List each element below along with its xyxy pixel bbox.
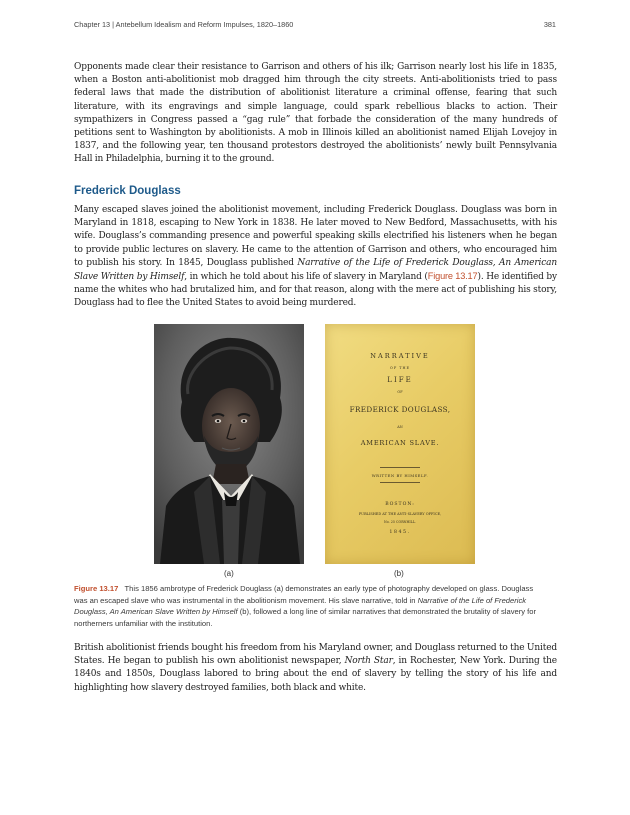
running-header [74, 20, 556, 29]
caption-text-1: This 1856 ambrotype of Frederick Douglass (a) demonstrates an early type of photography developed on glass. Douglass was an escaped slave who was instrumental in the abolitionism movement. His slave narrative, told in [74, 584, 534, 605]
tp-frederick-douglass: FREDERICK DOUGLASS, [349, 405, 451, 414]
tp-of-the: OF THE [390, 366, 410, 370]
closing-paragraph-text-2: , in Rochester, New York. During the 1840s and 1850s, Douglass labored to bring about the end of slavery by telling the story of his life and highlighting how slavery destroyed families, both black and white. [74, 656, 557, 693]
closing-paragraph [74, 642, 557, 695]
tp-rule-top [380, 467, 420, 468]
caption-text-2: (b), followed a long line of similar narratives that demonstrated the brutality of slavery for northerners unfamiliar with the institution. [74, 607, 537, 628]
chapter-title: Chapter 13 | Antebellum Idealism and Reform Impulses, 1820–1860 [74, 20, 294, 29]
closing-paragraph-text-1: British abolitionist friends bought his freedom from his Maryland owner, and Douglass returned to the United States. He began to publish his own abolitionist newspaper, [74, 643, 557, 667]
figure-label-b: (b) [394, 569, 404, 578]
douglass-paragraph [74, 204, 557, 311]
tp-of: OF [397, 390, 403, 394]
page-number: 381 [543, 20, 556, 29]
newspaper-title: North Star [344, 656, 393, 667]
tp-cornhill: No. 25 CORNHILL. [383, 520, 417, 524]
tp-boston: BOSTON: [385, 502, 415, 507]
tp-written-by-himself: WRITTEN BY HIMSELF. [371, 473, 429, 478]
douglass-paragraph-text-1: Many escaped slaves joined the abolitionist movement, including Frederick Douglass. Douglass was born in Maryland in 1818, escaping to New York in 1838. He later moved to New Bedford, Massachusetts, with his wife. Douglass’s commanding presence and powerful speaking skills electrified his listeners when he began to provide public lectures on slavery. He came to the attention of Garrison and others, who encouraged him to publish his story. In 1845, Douglass published [74, 205, 557, 268]
tp-rule-bottom [380, 482, 420, 483]
figure-label-a: (a) [224, 569, 234, 578]
tp-life: LIFE [387, 376, 413, 384]
figure-reference-link[interactable]: Figure 13.17 [427, 271, 478, 282]
caption-label: Figure 13.17 [74, 584, 119, 593]
douglass-paragraph-text-3: ). He identified by name the whites who had brutalized him, and for that reason, along with the mere act of publishing his story, Douglass had to flee the United States to avoid being murdered. [74, 272, 557, 309]
figure-caption [74, 583, 544, 629]
tp-year: 1845. [389, 530, 411, 535]
douglass-paragraph-text-2: , in which he told about his life of slavery in Maryland ( [184, 272, 428, 283]
narrative-title-page [325, 324, 475, 564]
opening-paragraph: Opponents made clear their resistance to Garrison and others of his ilk; Garrison nearly lost his life in 1835, when a Boston anti-abolitionist mob dragged him through the city streets. Anti-abolitionists tried to pass federal laws that made the distribution of abolitionist literature a criminal offense, fearing that such literature, with its engravings and simple language, could spark rebellious blacks to action. Their sympathizers in Congress passed a “gag rule” that forbade the consideration of the many hundreds of petitions sent to Washington by abolitionists. A mob in Illinois killed an abolitionist named Elijah Lovejoy in 1837, and the following year, ten thousand protestors destroyed the abolitionists’ newly built Pennsylvania Hall in Philadelphia, burning it to the ground. [74, 62, 557, 165]
narrative-title: Narrative of the Life of Frederick Douglass, An American Slave Written by Himself [74, 257, 557, 283]
tp-american-slave: AMERICAN SLAVE. [360, 439, 440, 447]
section-heading: Frederick Douglass [74, 185, 181, 197]
tp-an: AN [397, 425, 403, 429]
tp-narrative: NARRATIVE [370, 352, 430, 360]
douglass-portrait-photo [154, 324, 304, 564]
tp-published-at: PUBLISHED AT THE ANTI-SLAVERY OFFICE, [358, 512, 442, 516]
caption-title: Narrative of the Life of Frederick Douglass, An American Slave Written by Himself [74, 595, 527, 616]
